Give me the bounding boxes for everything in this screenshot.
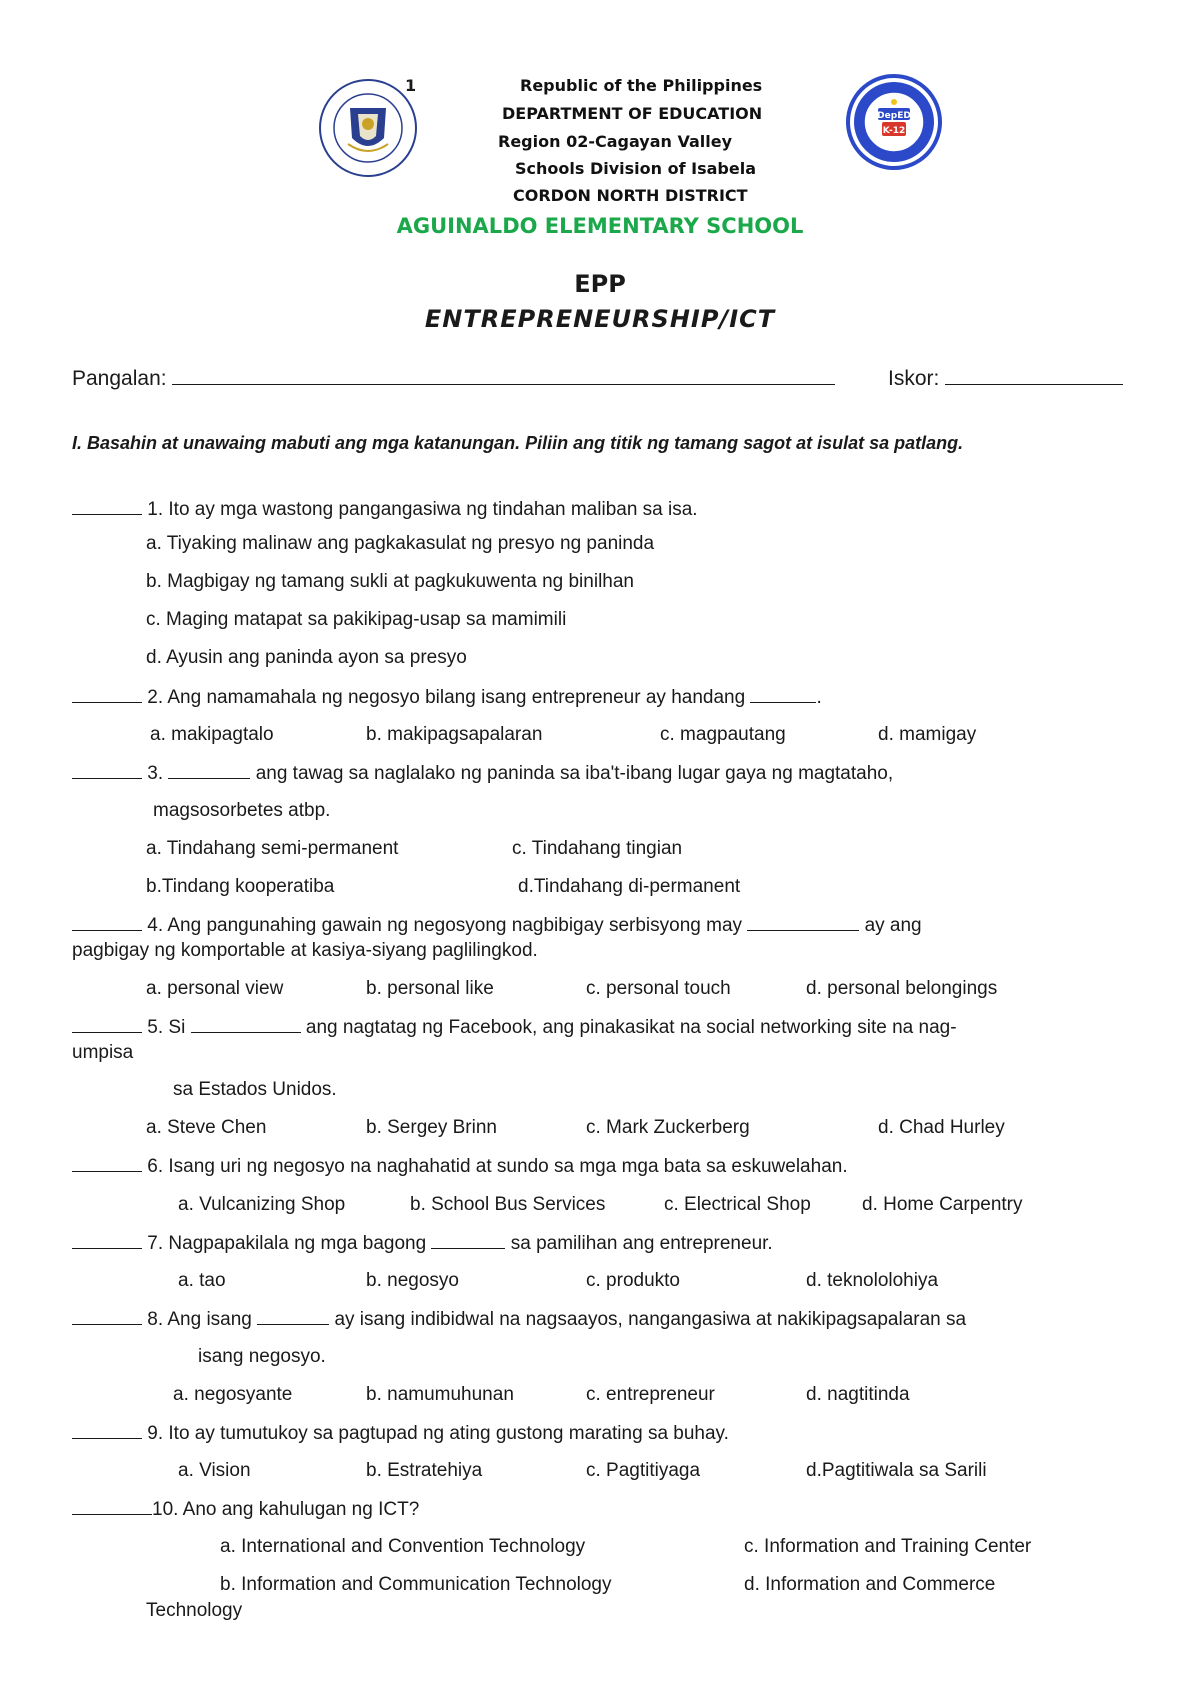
q5-option-d: d. Chad Hurley — [878, 1117, 1005, 1138]
q3-option-a: a. Tindahang semi-permanent — [146, 838, 399, 859]
q2-option-d: d. mamigay — [878, 724, 977, 745]
fill-blank-8[interactable] — [257, 1308, 329, 1325]
name-label: Pangalan: — [72, 367, 167, 390]
q10-option-a: a. International and Convention Technology — [220, 1536, 586, 1557]
answer-blank-7[interactable] — [72, 1232, 142, 1249]
seal-k12-text: K-12 — [882, 126, 906, 136]
q1-option-b: b. Magbigay ng tamang sukli at pagkukuwenta ng binilhan — [146, 571, 634, 592]
deped-seal-icon — [318, 78, 418, 178]
q8-option-d: d. nagtitinda — [806, 1384, 910, 1405]
q4-option-c: c. personal touch — [586, 978, 731, 999]
question-4: 4. Ang pangunahing gawain ng negosyong nagbibigay serbisyong may ay ang — [72, 914, 922, 937]
subject-title: EPP — [574, 270, 626, 298]
school-seal-icon — [844, 72, 944, 172]
q8-option-c: c. entrepreneur — [586, 1384, 715, 1405]
q3-option-d: d.Tindahang di-permanent — [518, 876, 741, 897]
q5-continuation-2: sa Estados Unidos. — [173, 1079, 337, 1100]
q6-option-b: b. School Bus Services — [410, 1194, 606, 1215]
q10-option-b: b. Information and Communication Technology — [220, 1574, 612, 1595]
q9-option-d: d.Pagtitiwala sa Sarili — [806, 1460, 987, 1481]
q1-option-d: d. Ayusin ang paninda ayon sa presyo — [146, 647, 467, 668]
fill-blank-2[interactable] — [750, 686, 816, 703]
fill-blank-7[interactable] — [431, 1232, 505, 1249]
name-blank[interactable] — [172, 368, 835, 385]
fill-blank-4[interactable] — [747, 914, 859, 931]
q4-option-b: b. personal like — [366, 978, 494, 999]
q6-option-d: d. Home Carpentry — [862, 1194, 1023, 1215]
answer-blank-10[interactable] — [72, 1498, 152, 1515]
question-6: 6. Isang uri ng negosyo na naghahatid at sundo sa mga mga bata sa eskuwelahan. — [72, 1155, 848, 1178]
q8-option-a: a. negosyante — [173, 1384, 293, 1405]
q5-continuation: umpisa — [72, 1042, 134, 1063]
answer-blank-5[interactable] — [72, 1016, 142, 1033]
q4-option-d: d. personal belongings — [806, 978, 998, 999]
q8-continuation: isang negosyo. — [198, 1346, 326, 1367]
q6-option-c: c. Electrical Shop — [664, 1194, 811, 1215]
q5-option-a: a. Steve Chen — [146, 1117, 267, 1138]
subject-subtitle: ENTREPRENEURSHIP/ICT — [424, 305, 776, 333]
seal-deped-text: DepED — [877, 111, 911, 121]
q4-option-a: a. personal view — [146, 978, 284, 999]
q9-option-b: b. Estratehiya — [366, 1460, 483, 1481]
question-5: 5. Si ang nagtatag ng Facebook, ang pinakasikat na social networking site na nag- — [72, 1016, 957, 1039]
q2-option-c: c. magpautang — [660, 724, 786, 745]
q1-option-a: a. Tiyaking malinaw ang pagkakasulat ng presyo ng paninda — [146, 533, 655, 554]
answer-blank-2[interactable] — [72, 686, 142, 703]
q7-option-a: a. tao — [178, 1270, 226, 1291]
q6-option-a: a. Vulcanizing Shop — [178, 1194, 346, 1215]
q7-option-c: c. produkto — [586, 1270, 680, 1291]
question-9: 9. Ito ay tumutukoy sa pagtupad ng ating gustong marating sa buhay. — [72, 1422, 729, 1445]
q8-option-b: b. namumuhunan — [366, 1384, 514, 1405]
answer-blank-4[interactable] — [72, 914, 142, 931]
name-field[interactable] — [72, 367, 835, 391]
question-3: 3. ang tawag sa naglalako ng paninda sa iba't-ibang lugar gaya ng magtataho, — [72, 762, 893, 785]
header-department: DEPARTMENT OF EDUCATION — [502, 104, 763, 123]
q9-option-c: c. Pagtitiyaga — [586, 1460, 701, 1481]
header-republic: Republic of the Philippines — [520, 76, 763, 95]
answer-blank-9[interactable] — [72, 1422, 142, 1439]
q10-option-c: c. Information and Training Center — [744, 1536, 1032, 1557]
answer-blank-6[interactable] — [72, 1155, 142, 1172]
q9-option-a: a. Vision — [178, 1460, 251, 1481]
q2-option-a: a. makipagtalo — [150, 724, 274, 745]
q7-option-d: d. teknololohiya — [806, 1270, 939, 1291]
instruction-text: I. Basahin at unawaing mabuti ang mga katanungan. Piliin ang titik ng tamang sagot at isulat sa patlang. — [72, 433, 964, 453]
answer-blank-1[interactable] — [72, 498, 142, 515]
question-8: 8. Ang isang ay isang indibidwal na nagsaayos, nangangasiwa at nakikipagsapalaran sa — [72, 1308, 966, 1331]
q10-option-d-continuation: Technology — [146, 1600, 243, 1621]
answer-blank-3[interactable] — [72, 762, 142, 779]
score-field[interactable] — [888, 367, 1123, 391]
question-2: 2. Ang namamahala ng negosyo bilang isang entrepreneur ay handang . — [72, 686, 822, 709]
q10-option-d: d. Information and Commerce — [744, 1574, 996, 1595]
q5-option-b: b. Sergey Brinn — [366, 1117, 497, 1138]
q3-option-c: c. Tindahang tingian — [512, 838, 683, 859]
q3-continuation: magsosorbetes atbp. — [153, 800, 331, 821]
header-division: Schools Division of Isabela — [515, 159, 756, 178]
header-district: CORDON NORTH DISTRICT — [513, 186, 748, 205]
page-number: 1 — [405, 76, 417, 95]
question-10: 10. Ano ang kahulugan ng ICT? — [72, 1498, 419, 1521]
answer-blank-8[interactable] — [72, 1308, 142, 1325]
fill-blank-3[interactable] — [168, 762, 250, 779]
question-1: 1. Ito ay mga wastong pangangasiwa ng tindahan maliban sa isa. — [72, 498, 698, 521]
school-name: AGUINALDO ELEMENTARY SCHOOL — [396, 214, 804, 238]
header-region: Region 02-Cagayan Valley — [498, 132, 733, 151]
q3-option-b: b.Tindang kooperatiba — [146, 876, 335, 897]
score-blank[interactable] — [945, 368, 1123, 385]
q1-option-c: c. Maging matapat sa pakikipag-usap sa mamimili — [146, 609, 567, 630]
q7-option-b: b. negosyo — [366, 1270, 459, 1291]
question-7: 7. Nagpapakilala ng mga bagong sa pamilihan ang entrepreneur. — [72, 1232, 773, 1255]
q5-option-c: c. Mark Zuckerberg — [586, 1117, 750, 1138]
score-label: Iskor: — [888, 367, 940, 390]
fill-blank-5[interactable] — [191, 1016, 301, 1033]
q2-option-b: b. makipagsapalaran — [366, 724, 543, 745]
q4-continuation: pagbigay ng komportable at kasiya-siyang paglilingkod. — [72, 940, 538, 961]
